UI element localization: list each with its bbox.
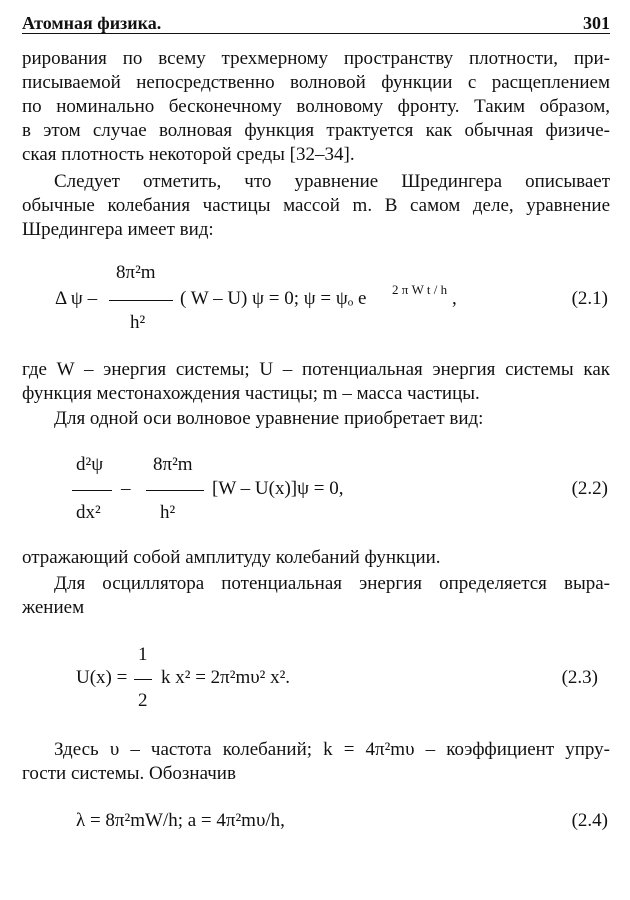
text-line: рирования по всему трехмерному пространству плотности, при- [22,48,610,69]
eq1-frac-numerator: 8π²m [116,262,156,283]
eq3-number: (2.3) [561,667,598,688]
eq2-body: [W – U(x)]ψ = 0, [212,478,344,499]
text-line: Здесь υ – частота колебаний; k = 4π²mυ – коэффициент упру- [54,739,610,760]
text-line: в этом случае волновая функция трактуется как обычная физиче- [22,120,610,141]
eq3-lhs: U(x) = [76,667,128,688]
eq2-fraction-bar-1 [72,490,112,491]
eq1-tail: , [452,288,457,309]
eq4-number: (2.4) [571,810,608,831]
page-number: 301 [583,13,610,33]
text-line: ская плотность некоторой среды [32–34]. [22,144,355,165]
paragraph-1 [22,47,610,167]
text-line: где W – энергия системы; U – потенциальная энергия системы как [22,359,610,380]
text-line: отражающий собой амплитуду колебаний функции. [22,547,441,568]
eq3-body: k x² = 2π²mυ² x². [161,667,291,688]
eq1-exponent: 2 π W t / h [392,282,448,297]
paragraph-4 [22,407,610,431]
text-line: обычные колебания частицы массой m. В самом деле, уравнение [22,195,610,216]
text-line: Для осциллятора потенциальная энергия определяется выра- [54,573,610,594]
eq2-fraction-bar-2 [146,490,204,491]
paragraph-2 [22,170,610,242]
text-line: гости системы. Обозначив [22,763,236,784]
running-header [22,13,610,34]
text-line: Для одной оси волновое уравнение приобретает вид: [54,408,484,429]
eq1-number: (2.1) [571,288,608,309]
eq4-body: λ = 8π²mW/h; a = 4π²mυ/h, [76,810,285,831]
equation-2-1 [0,262,630,337]
eq3-fraction-bar [134,679,152,680]
text-line: писываемой непосредственно волновой функции с расщеплением [22,72,610,93]
eq2-denominator-1: dx² [76,502,101,523]
equation-2-2 [0,452,630,532]
eq3-denominator: 2 [138,690,148,711]
eq1-frac-denominator: h² [130,312,146,333]
eq2-number: (2.2) [571,478,608,499]
chapter-title: Атомная физика. [22,13,162,33]
paragraph-5 [22,546,610,570]
equation-2-4 [0,810,630,840]
eq2-minus: – [121,478,131,499]
paragraph-6 [22,572,610,620]
eq1-fraction-bar [109,300,173,301]
text-line: Шредингера имеет вид: [22,219,214,240]
equation-2-3 [0,644,630,716]
text-line: функция местонахождения частицы; m – масса частицы. [22,383,480,404]
eq1-lhs: Δ ψ – [55,288,98,309]
eq2-denominator-2: h² [160,502,176,523]
eq1-body: ( W – U) ψ = 0; ψ = ψₒ e [180,288,367,309]
text-line: жением [22,597,85,618]
eq2-numerator-1: d²ψ [76,454,104,475]
text-line: по номинально бесконечному волновому фронту. Таким образом, [22,96,610,117]
paragraph-3 [22,358,610,406]
text-line: Следует отметить, что уравнение Шредингера описывает [54,171,610,192]
eq2-numerator-2: 8π²m [153,454,193,475]
paragraph-7 [22,738,610,786]
eq3-numerator: 1 [138,644,148,665]
